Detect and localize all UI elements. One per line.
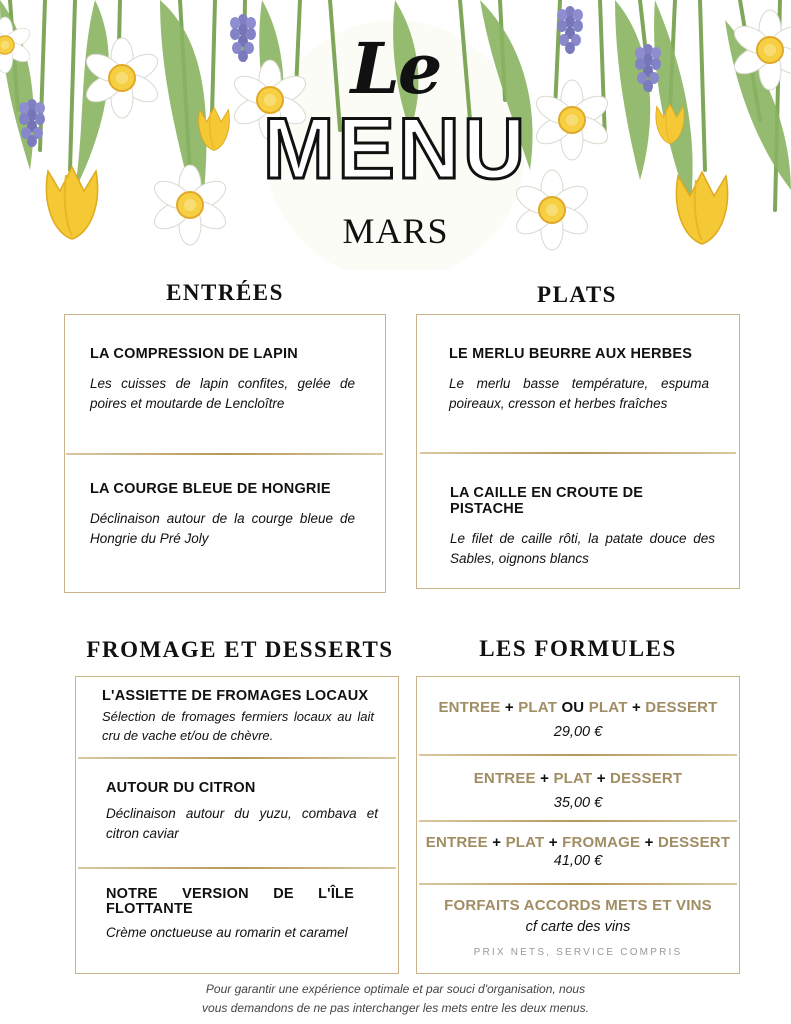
formule-1 (417, 699, 739, 740)
dish-plat-2 (450, 485, 715, 570)
desserts-heading: FROMAGE ET DESSERTS (86, 637, 394, 662)
entrees-heading: ENTRÉES (166, 280, 284, 305)
formule-2 (417, 770, 739, 811)
formule-3-label: ENTREE + PLAT + FROMAGE + DESSERT (425, 834, 731, 851)
prix-nets-note: PRIX NETS, SERVICE COMPRIS (473, 947, 683, 958)
plats-heading: PLATS (537, 282, 617, 307)
forfaits-label: FORFAITS ACCORDS METS ET VINS (444, 897, 712, 914)
dish-name: L'ASSIETTE DE FROMAGES LOCAUX (102, 688, 369, 704)
formule-2-label: ENTREE + PLAT + DESSERT (473, 770, 683, 787)
dish-entree-1 (90, 346, 355, 415)
forfaits-sub: cf carte des vins (525, 919, 631, 935)
dish-dessert-3 (106, 887, 354, 944)
footer-line-1: Pour garantir une expérience optimale et par souci d'organisation, nous (205, 982, 586, 996)
dish-name: NOTRE VERSION DE L'ÎLE FLOTTANTE (106, 886, 354, 918)
formule-2-price: 35,00 € (553, 795, 603, 811)
dish-name: AUTOUR DU CITRON (106, 780, 256, 796)
formules-divider-1 (419, 754, 737, 756)
dish-description: Le merlu basse température, espuma poireaux, cresson et herbes fraîches (449, 376, 709, 412)
footer-note (0, 980, 791, 1018)
formules-divider-3 (419, 883, 737, 885)
formule-1-price: 29,00 € (553, 724, 603, 740)
plats-divider (420, 452, 736, 454)
dish-dessert-1 (102, 688, 374, 746)
formules-divider-2 (419, 820, 737, 822)
dish-description: Les cuisses de lapin confites, gelée de poires et moutarde de Lencloître (90, 376, 355, 412)
dish-description: Déclinaison autour du yuzu, combava et citron caviar (106, 806, 378, 842)
dish-entree-2 (90, 481, 355, 550)
menu-month: MARS (342, 211, 449, 251)
formule-3 (417, 834, 739, 869)
menu-title: MENU (262, 101, 529, 197)
footer-line-2: vous demandons de ne pas interchanger les mets entre les deux menus. (202, 1001, 589, 1016)
dish-name: LA COMPRESSION DE LAPIN (90, 346, 298, 362)
dish-name: LA COURGE BLEUE DE HONGRIE (90, 481, 331, 497)
dish-description: Déclinaison autour de la courge bleue de Hongrie du Pré Joly (90, 511, 355, 547)
entrees-divider (66, 453, 383, 455)
dish-description: Le filet de caille rôti, la patate douce des Sables, oignons blancs (450, 531, 715, 567)
formules-heading: LES FORMULES (479, 636, 677, 661)
desserts-divider-1 (78, 757, 396, 759)
menu-title-le: Le (350, 27, 441, 110)
dish-description: Sélection de fromages fermiers locaux au lait cru de vache et/ou de chèvre. (102, 709, 374, 743)
dish-description: Crème onctueuse au romarin et caramel (106, 925, 348, 941)
formule-forfaits (417, 897, 739, 958)
desserts-divider-2 (78, 867, 396, 869)
dish-name: LE MERLU BEURRE AUX HERBES (449, 346, 693, 362)
formules-box (416, 676, 740, 974)
dish-plat-1 (449, 346, 709, 415)
formule-3-price: 41,00 € (553, 853, 603, 869)
dish-dessert-2 (106, 780, 378, 845)
dish-name: LA CAILLE EN CROUTE DE PISTACHE (450, 485, 644, 517)
formule-1-label: ENTREE + PLAT OU PLAT + DESSERT (438, 699, 718, 716)
